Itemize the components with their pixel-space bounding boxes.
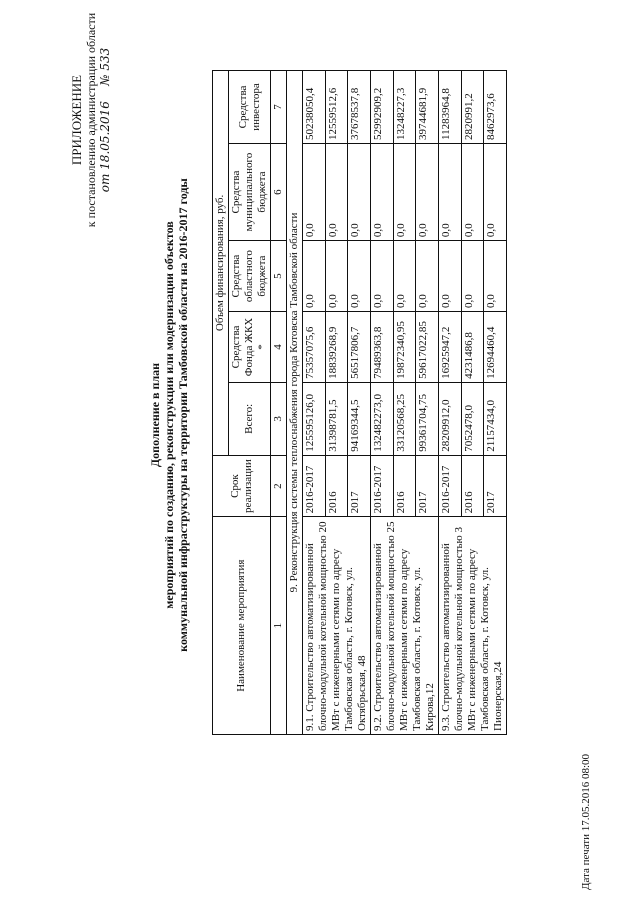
investor-cell: 8462973,6 bbox=[484, 71, 507, 144]
period-cell: 2016 bbox=[325, 455, 348, 517]
regional-cell: 0,0 bbox=[371, 241, 394, 312]
appendix-date-number bbox=[98, 5, 112, 235]
period-cell: 2016-2017 bbox=[371, 455, 394, 517]
heading-line-3: коммунальной инфраструктуры на территории Тамбовской области на 2016-2017 годы bbox=[176, 178, 190, 652]
plan-table bbox=[212, 70, 507, 735]
fund-cell: 16925947,2 bbox=[439, 312, 462, 383]
period-cell: 2017 bbox=[484, 455, 507, 517]
municipal-cell: 0,0 bbox=[348, 143, 371, 240]
measure-name: 9.1. Строительство автоматизированной блочно-модульной котельной мощностью 20 МВт с инженерными сетями по адресу Тамбовская область, г. Котовск, ул. Октябрьская, 48 bbox=[303, 517, 371, 735]
col-number: 4 bbox=[271, 312, 287, 383]
print-date: Дата печати 17.05.2016 08:00 bbox=[580, 753, 592, 890]
header-fund: Средства Фонда ЖКХ * bbox=[229, 312, 271, 383]
investor-cell: 37678537,8 bbox=[348, 71, 371, 144]
section-row bbox=[287, 71, 303, 735]
section-title: 9. Реконструкция системы теплоснабжения города Котовска Тамбовской области bbox=[287, 71, 303, 735]
date-value: 18.05.2016 bbox=[98, 101, 112, 170]
regional-cell: 0,0 bbox=[461, 241, 484, 312]
appendix-line: к постановлению администрации области bbox=[84, 12, 98, 228]
fund-cell: 12694460,4 bbox=[484, 312, 507, 383]
fund-cell: 4231486,8 bbox=[461, 312, 484, 383]
document-heading bbox=[148, 165, 190, 665]
header-regional: Средства областного бюджета bbox=[229, 241, 271, 312]
col-number: 3 bbox=[271, 382, 287, 455]
period-cell: 2017 bbox=[348, 455, 371, 517]
header-total: Всего: bbox=[229, 382, 271, 455]
heading-line-1: Дополнение в план bbox=[148, 362, 162, 468]
municipal-cell: 0,0 bbox=[325, 143, 348, 240]
period-cell: 2016-2017 bbox=[303, 455, 326, 517]
col-number: 7 bbox=[271, 71, 287, 144]
total-cell: 7052478,0 bbox=[461, 382, 484, 455]
total-cell: 125595126,0 bbox=[303, 382, 326, 455]
investor-cell: 13248227,3 bbox=[393, 71, 416, 144]
appendix-block bbox=[70, 5, 112, 235]
municipal-cell: 0,0 bbox=[371, 143, 394, 240]
municipal-cell: 0,0 bbox=[416, 143, 439, 240]
investor-cell: 12559512,6 bbox=[325, 71, 348, 144]
number-value: 533 bbox=[98, 47, 112, 71]
total-cell: 132482273,0 bbox=[371, 382, 394, 455]
investor-cell: 39744681,9 bbox=[416, 71, 439, 144]
fund-cell: 19872340,95 bbox=[393, 312, 416, 383]
fund-cell: 59617022,85 bbox=[416, 312, 439, 383]
regional-cell: 0,0 bbox=[348, 241, 371, 312]
municipal-cell: 0,0 bbox=[461, 143, 484, 240]
regional-cell: 0,0 bbox=[393, 241, 416, 312]
fund-cell: 56517806,7 bbox=[348, 312, 371, 383]
number-prefix: № bbox=[98, 74, 112, 86]
header-name: Наименование мероприятия bbox=[213, 517, 271, 735]
table-row bbox=[303, 71, 326, 735]
total-cell: 33120568,25 bbox=[393, 382, 416, 455]
regional-cell: 0,0 bbox=[439, 241, 462, 312]
measure-name: 9.2. Строительство автоматизированной блочно-модульной котельной мощностью 25 МВт с инженерными сетями по адресу Тамбовская область, г. Котовск, ул. Кирова,12 bbox=[371, 517, 439, 735]
investor-cell: 11283964,8 bbox=[439, 71, 462, 144]
col-number: 2 bbox=[271, 455, 287, 517]
period-cell: 2016 bbox=[461, 455, 484, 517]
fund-cell: 79489363,8 bbox=[371, 312, 394, 383]
column-numbers-row bbox=[271, 71, 287, 735]
total-cell: 28209912,0 bbox=[439, 382, 462, 455]
investor-cell: 2820991,2 bbox=[461, 71, 484, 144]
regional-cell: 0,0 bbox=[325, 241, 348, 312]
regional-cell: 0,0 bbox=[303, 241, 326, 312]
col-number: 5 bbox=[271, 241, 287, 312]
period-cell: 2016 bbox=[393, 455, 416, 517]
col-number: 1 bbox=[271, 517, 287, 735]
fund-cell: 18839268,9 bbox=[325, 312, 348, 383]
fund-cell: 75357075,6 bbox=[303, 312, 326, 383]
table-row bbox=[371, 71, 394, 735]
investor-cell: 50238050,4 bbox=[303, 71, 326, 144]
header-investor: Средства инвестора bbox=[229, 71, 271, 144]
investor-cell: 52992909,2 bbox=[371, 71, 394, 144]
measure-name: 9.3. Строительство автоматизированной блочно-модульной котельной мощностью 3 МВт с инженерными сетями по адресу Тамбовская область, г. Котовск, ул. Пионерская,24 bbox=[439, 517, 507, 735]
municipal-cell: 0,0 bbox=[484, 143, 507, 240]
regional-cell: 0,0 bbox=[416, 241, 439, 312]
header-municipal: Средства муниципального бюджета bbox=[229, 143, 271, 240]
heading-line-2: мероприятий по созданию, реконструкции или модернизации объектов bbox=[162, 221, 176, 609]
total-cell: 31398781,5 bbox=[325, 382, 348, 455]
municipal-cell: 0,0 bbox=[439, 143, 462, 240]
municipal-cell: 0,0 bbox=[393, 143, 416, 240]
period-cell: 2016-2017 bbox=[439, 455, 462, 517]
header-volume: Объем финансирования, руб. bbox=[213, 71, 229, 456]
appendix-title: ПРИЛОЖЕНИЕ bbox=[69, 74, 84, 166]
header-period: Срок реализации bbox=[213, 455, 271, 517]
total-cell: 21157434,0 bbox=[484, 382, 507, 455]
date-prefix: от bbox=[98, 173, 112, 193]
regional-cell: 0,0 bbox=[484, 241, 507, 312]
total-cell: 94169344,5 bbox=[348, 382, 371, 455]
total-cell: 99361704,75 bbox=[416, 382, 439, 455]
municipal-cell: 0,0 bbox=[303, 143, 326, 240]
period-cell: 2017 bbox=[416, 455, 439, 517]
col-number: 6 bbox=[271, 143, 287, 240]
table-row bbox=[439, 71, 462, 735]
